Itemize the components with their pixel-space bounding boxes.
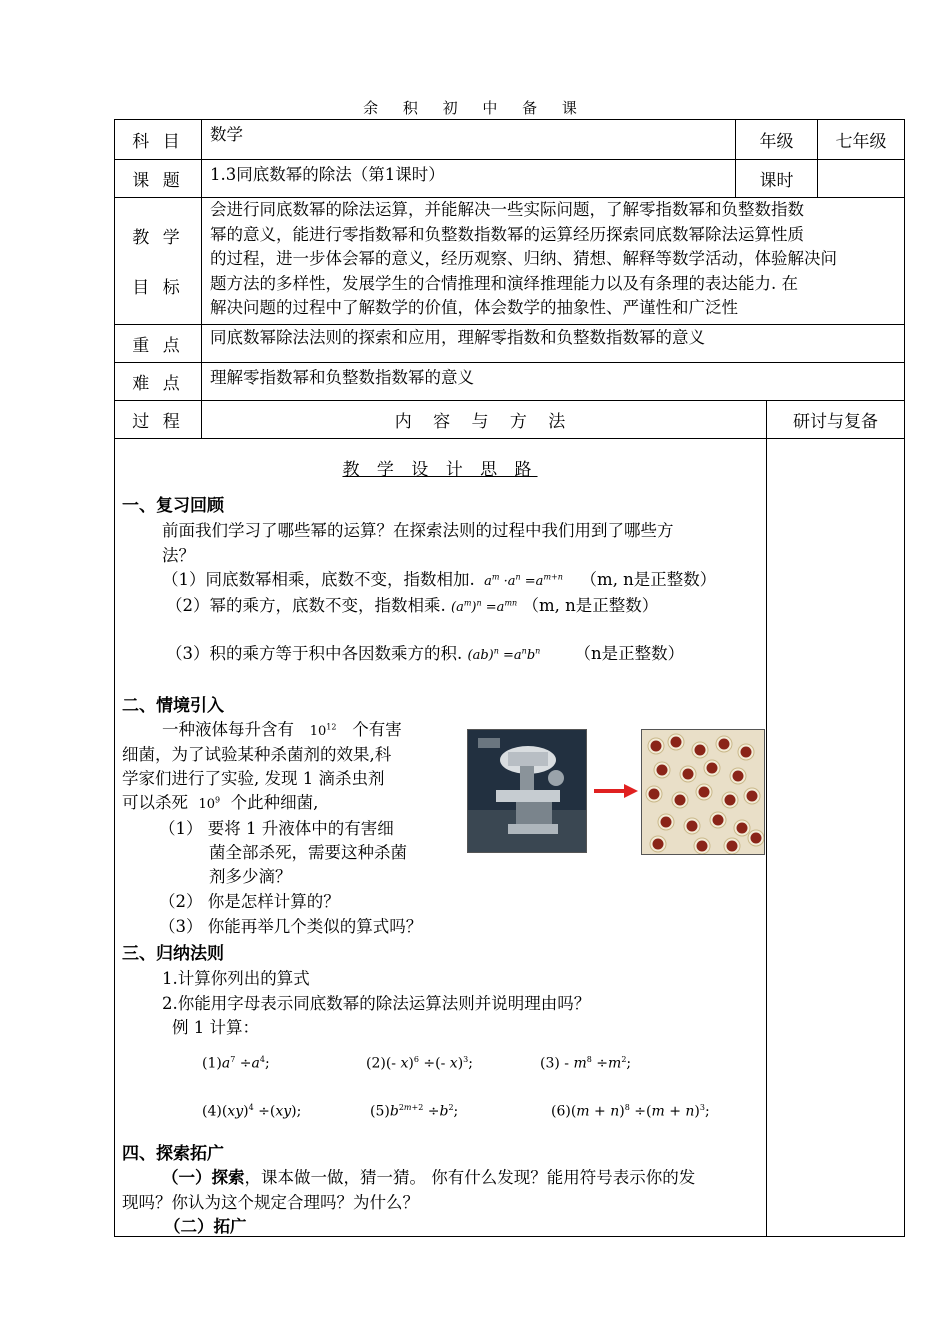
explore-label: （一）探索 [162,1168,245,1187]
row-process-header [114,400,905,438]
grade-value: 七年级 [817,120,904,159]
goal-line: 幂的意义，能进行零指数幂和负整数指数幂的运算经历探索同底数幂除法运算性质 [210,224,804,244]
key-value: 同底数幂除法法则的探索和应用，理解零指数和负整数指数幂的意义 [201,325,904,362]
topic-label: 课 题 [132,171,184,191]
exercise-1: $(1)a^7 \div a^4$; [202,1055,270,1072]
row-key [114,324,905,362]
goal-text [201,198,904,324]
rule-1-text: （1）同底数幂相乘，底数不变，指数相加. [162,570,475,589]
rule-line: 2.你能用字母表示同底数幂的除法运算法则并说明理由吗？ [162,994,591,1013]
goal-line: 解决问题的过程中了解数学的价值，体会数学的抽象性、严谨性和广泛性 [210,298,738,317]
goal-label-line2: 目 标 [132,277,184,298]
scenario-line: 细菌，为了试验某种杀菌剂的效果,科 [122,745,392,764]
review-line: 前面我们学习了哪些幂的运算？在探索法则的过程中我们用到了哪些方 [162,521,674,540]
exercise-5: $(5)b^{2m+2} \div b^2$; [370,1103,459,1120]
section-review-title: 一、复习回顾 [122,496,224,516]
explore-text: ，课本做一做，猜一猜。 你有什么发现？能用符号表示你的发 [244,1168,696,1187]
rule-3 [166,640,684,664]
row-goals [114,197,905,324]
rule-3-formula: $(ab)^n =a^nb^n$ [467,646,541,663]
period-value [817,160,904,197]
explore-line [162,1164,695,1188]
rule-2-text: （2）幂的乘方，底数不变，指数相乘. [166,596,446,615]
row-topic [114,159,905,197]
question-1: （1） 要将 1 升液体中的有害细 [159,819,394,838]
exercise-6: $(6)(m + n)^8 \div(m + n)^3$; [551,1103,710,1120]
goal-line: 的过程，进一步体会幂的意义，经历观察、归纳、猜想、解释等数学活动，体验解决问 [210,249,837,268]
rule-2-condition: （m, n是正整数） [522,596,659,615]
question-2: （2） 你是怎样计算的？ [159,892,340,911]
review-line: 法？ [162,546,195,565]
rule-2 [166,592,658,616]
scenario-line [162,716,402,740]
exercise-3: $(3) - m^8 \div m^2$; [540,1055,632,1072]
rule-1-formula: $a^m \cdot a^n =a^{m+n}$ [480,572,563,589]
ten-power-12: $10^{12}$ [309,722,337,739]
rule-line: 1.计算你列出的算式 [162,969,310,988]
page-header: 余 积 初 中 备 课 [363,99,587,117]
exercise-2: (2)(- x)$^6$ ÷(- x)$^3$; [366,1055,473,1072]
rule-3-text: （3）积的乘方等于积中各因数乘方的积. [166,644,463,663]
scenario-text: 个有害 [352,720,402,739]
goal-line: 题方法的多样性，发展学生的合情推理和演绎推理能力以及有条理的表达能力. 在 [210,273,798,293]
goal-label-line1: 教 学 [132,227,184,248]
content-label: 内 容 与 方 法 [201,401,766,438]
grade-label: 年级 [735,120,817,159]
exercise-4: (4)(xy)$^4$ ÷(xy); [202,1103,302,1120]
question-1-cont: 菌全部杀死，需要这种杀菌 [209,843,407,862]
scenario-text: 个此种细菌, [230,793,319,812]
process-label: 过 程 [132,412,184,432]
subject-value: 数学 [201,120,735,159]
rule-2-formula: $(a^m)^n =a^{mn}$ [451,598,518,615]
section-rule-title: 三、归纳法则 [122,944,224,964]
row-difficulty [114,362,905,400]
question-3: （3） 你能再举几个类似的算式吗？ [159,917,423,936]
row-subject [114,119,905,159]
microscope-image [467,729,587,853]
notes-label: 研讨与复备 [766,401,904,438]
red-arrow-icon [594,784,638,798]
section-explore-title: 四、探索拓广 [122,1144,224,1164]
bacteria-image [641,729,765,855]
rule-3-condition: （n是正整数） [574,644,685,663]
extension-label: （二）拓广 [164,1217,247,1236]
rule-1-condition: （m, n是正整数） [580,570,717,589]
rule-1 [162,566,716,590]
ten-power-9: $10^9$ [198,795,221,812]
example-label: 例 1 计算： [172,1018,259,1037]
section-scenario-title: 二、情境引入 [122,696,224,716]
difficulty-value: 理解零指数幂和负整数指数幂的意义 [201,363,904,400]
scenario-text: 一种液体每升含有 [162,720,294,739]
goal-label [115,198,201,324]
difficulty-label: 难 点 [132,374,184,394]
scenario-line: 学家们进行了实验, 发现 1 滴杀虫剂 [122,769,385,788]
explore-line: 现吗？你认为这个规定合理吗？为什么？ [122,1193,419,1212]
period-label: 课时 [735,160,817,197]
topic-value: 1.3同底数幂的除法（第1课时） [201,160,735,197]
goal-line: 会进行同底数幂的除法运算，并能解决一些实际问题，了解零指数幂和负整数指数 [210,200,804,219]
key-label: 重 点 [132,336,184,356]
notes-column [766,439,904,1237]
question-1-cont: 剂多少滴？ [209,867,292,886]
subject-label: 科 目 [132,132,184,152]
scenario-line [122,789,318,813]
teaching-design-content [114,438,766,1236]
design-title: 教 学 设 计 思 路 [342,460,538,480]
scenario-text: 可以杀死 [122,793,188,812]
